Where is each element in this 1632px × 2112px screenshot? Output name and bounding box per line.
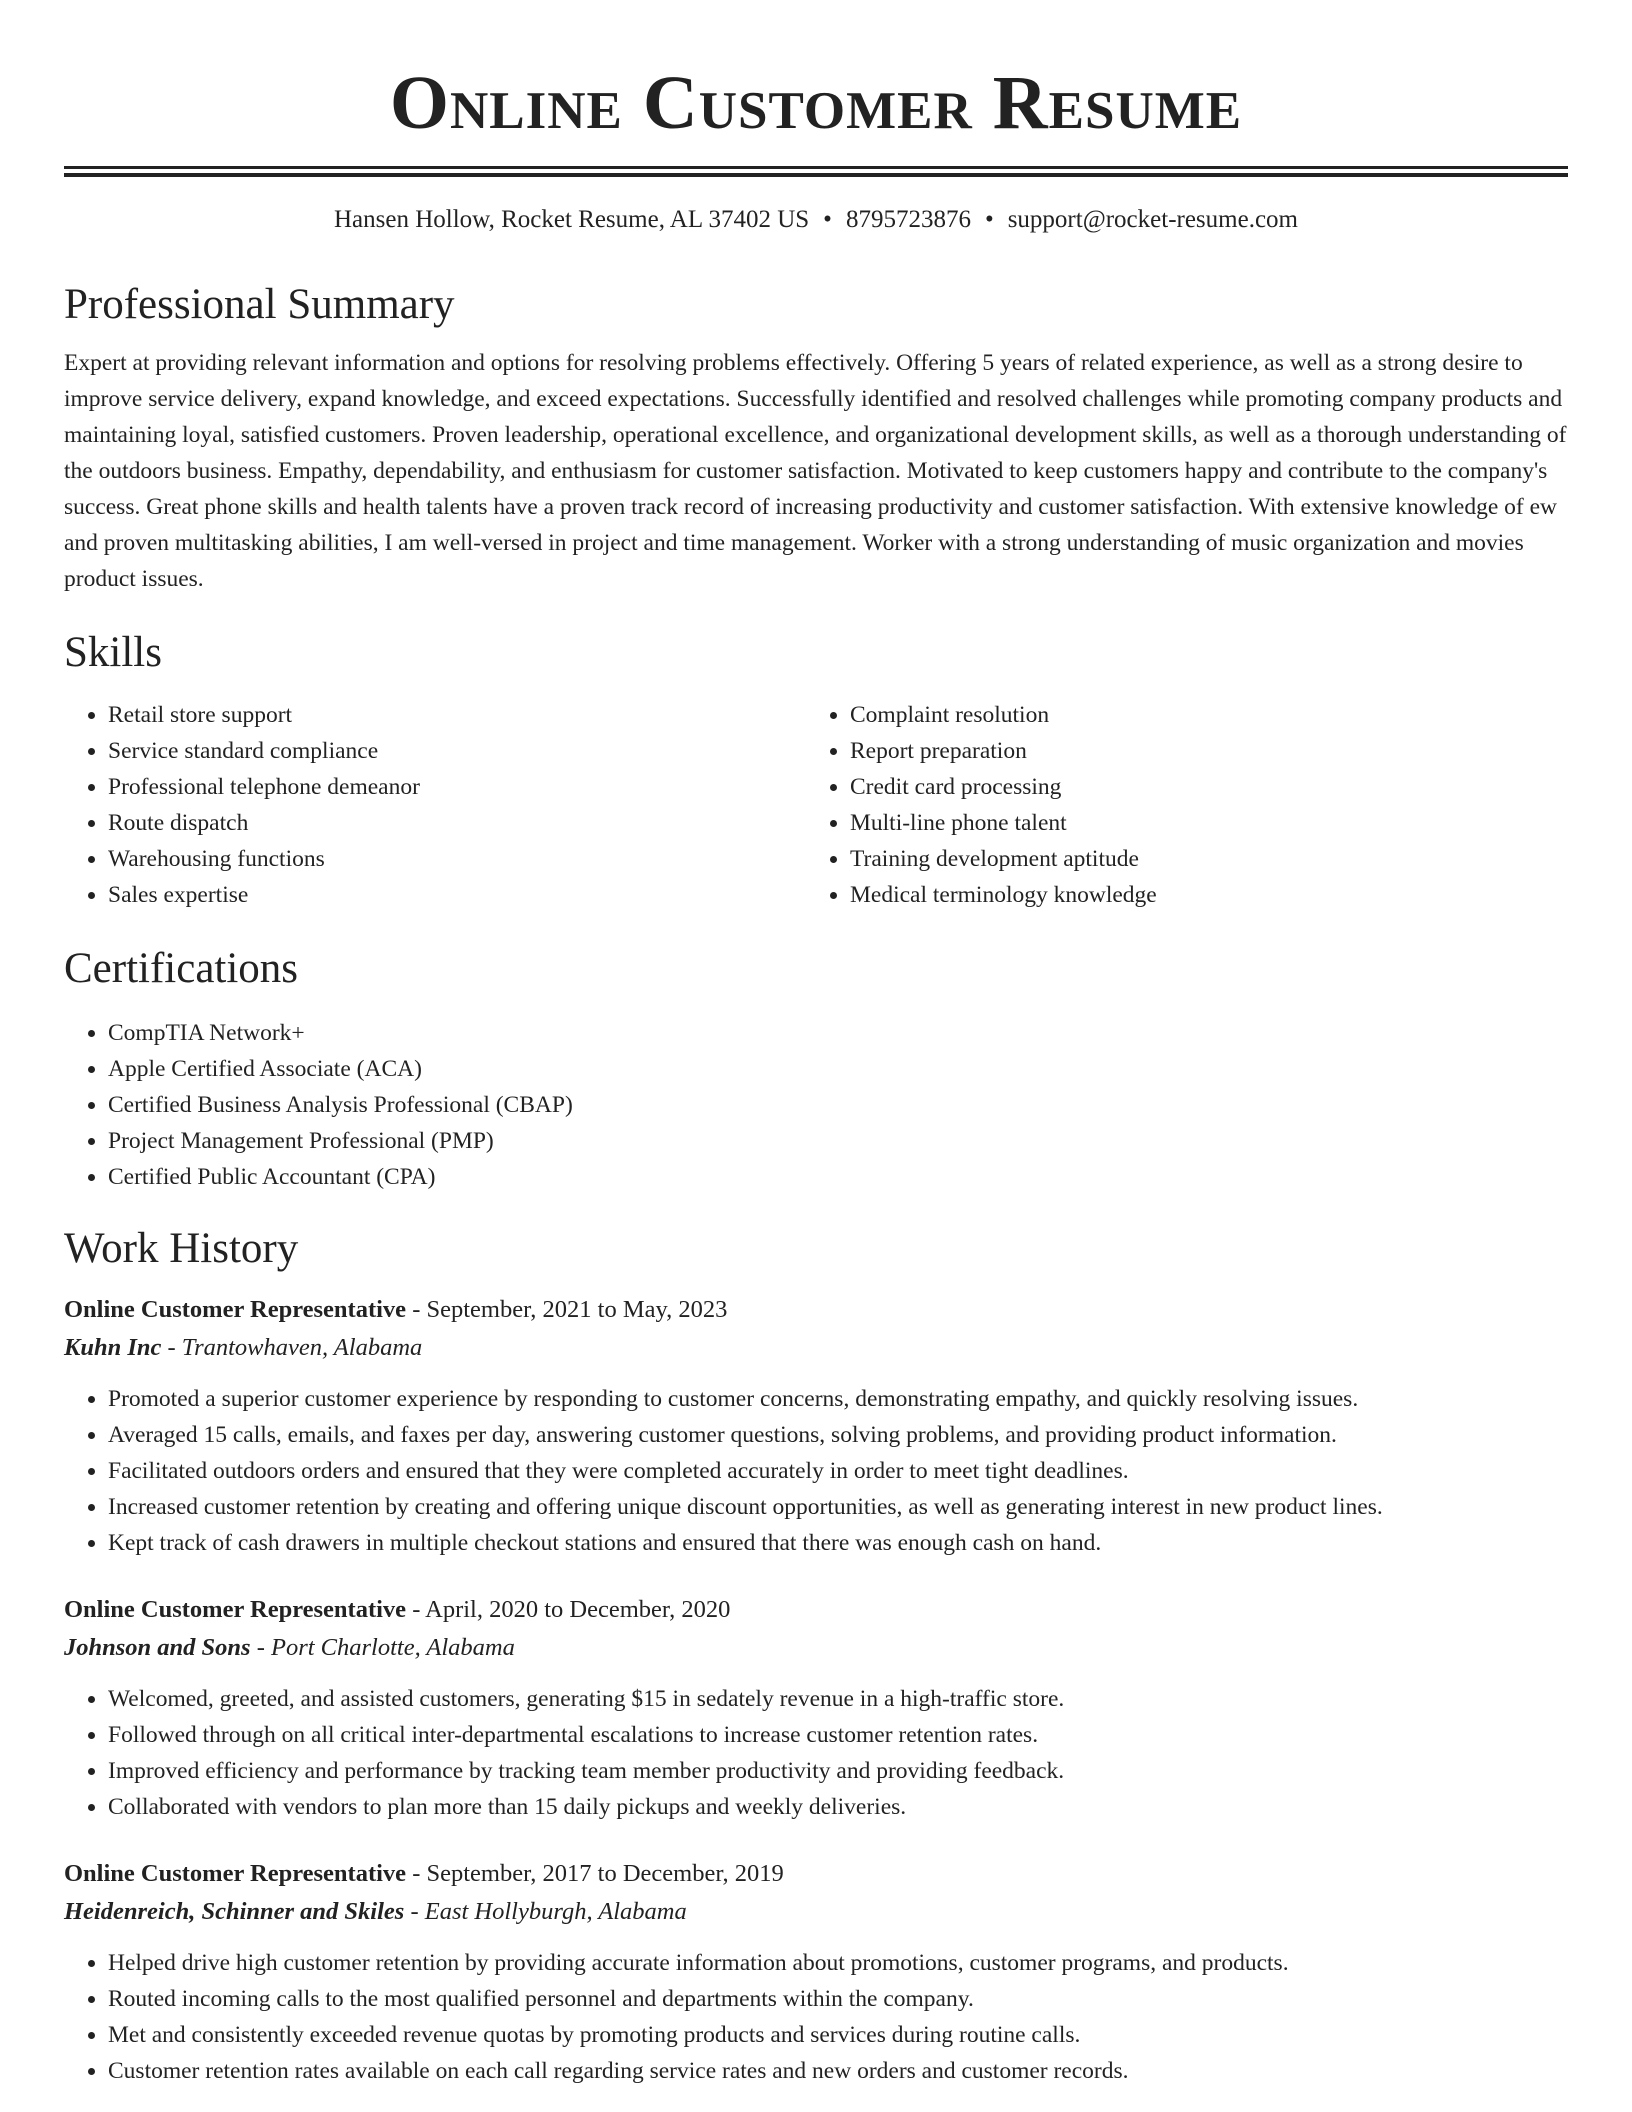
job-title-line bbox=[64, 1855, 1568, 1893]
certification-item: • Certified Business Analysis Professional (CBAP) bbox=[108, 1087, 1568, 1123]
certifications-heading: Certifications bbox=[64, 945, 299, 992]
skill-item: • Warehousing functions bbox=[108, 841, 806, 877]
job-bullet: • Collaborated with vendors to plan more than 15 daily pickups and weekly deliveries. bbox=[108, 1789, 1568, 1825]
job-bullets bbox=[64, 1381, 1568, 1561]
contact-separator: • bbox=[984, 206, 994, 233]
skill-item: • Service standard compliance bbox=[108, 733, 806, 769]
skill-item: • Credit card processing bbox=[850, 769, 1548, 805]
contact-line bbox=[64, 203, 1568, 237]
job-dates: - April, 2020 to December, 2020 bbox=[406, 1596, 731, 1623]
job-company: Heidenreich, Schinner and Skiles bbox=[64, 1898, 405, 1925]
contact-email: support@rocket-resume.com bbox=[1007, 206, 1298, 233]
contact-separator: • bbox=[823, 206, 832, 233]
skills-column-left bbox=[64, 697, 806, 913]
skill-item: • Professional telephone demeanor bbox=[108, 769, 806, 805]
job-bullet: • Customer retention rates available on each call regarding service rates and new orders and customer records. bbox=[108, 2053, 1568, 2089]
certification-item: • Apple Certified Associate (ACA) bbox=[108, 1051, 1568, 1087]
skills-columns bbox=[64, 697, 1568, 913]
certifications-section bbox=[64, 943, 1568, 1195]
contact-address: Hansen Hollow, Rocket Resume, AL 37402 US bbox=[333, 206, 810, 233]
work-history-heading: Work History bbox=[64, 1225, 299, 1272]
job-company: Johnson and Sons bbox=[64, 1634, 251, 1661]
work-history-section bbox=[64, 1223, 1568, 2089]
job-bullet: • Improved efficiency and performance by tracking team member productivity and providing feedback. bbox=[108, 1753, 1568, 1789]
job-title: Online Customer Representative bbox=[64, 1860, 407, 1887]
summary-section bbox=[64, 279, 1568, 597]
skills-heading: Skills bbox=[64, 629, 162, 676]
certification-item: • CompTIA Network+ bbox=[108, 1015, 1568, 1051]
certifications-list bbox=[64, 1015, 1568, 1195]
job-location: - Trantowhaven, Alabama bbox=[161, 1334, 423, 1361]
job-company-line bbox=[64, 1629, 1568, 1667]
skill-item: • Multi-line phone talent bbox=[850, 805, 1548, 841]
job-title-line bbox=[64, 1291, 1568, 1329]
skill-item: • Training development aptitude bbox=[850, 841, 1548, 877]
job-bullet: • Routed incoming calls to the most qualified personnel and departments within the company. bbox=[108, 1981, 1568, 2017]
job-bullet: • Helped drive high customer retention by providing accurate information about promotions, customer programs, and products. bbox=[108, 1945, 1568, 1981]
job-bullet: • Followed through on all critical inter-departmental escalations to increase customer retention rates. bbox=[108, 1717, 1568, 1753]
contact-phone: 8795723876 bbox=[845, 206, 971, 233]
job-bullet: • Welcomed, greeted, and assisted customers, generating $15 in sedately revenue in a high-traffic store. bbox=[108, 1681, 1568, 1717]
job-title: Online Customer Representative bbox=[64, 1596, 407, 1623]
job-location: - East Hollyburgh, Alabama bbox=[404, 1898, 687, 1925]
job-company-line bbox=[64, 1893, 1568, 1931]
job-company-line bbox=[64, 1329, 1568, 1367]
skill-item: • Retail store support bbox=[108, 697, 806, 733]
job-title: Online Customer Representative bbox=[64, 1296, 407, 1323]
certification-item: • Certified Public Accountant (CPA) bbox=[108, 1159, 1568, 1195]
job-title-line bbox=[64, 1591, 1568, 1629]
job-bullet: • Facilitated outdoors orders and ensured that they were completed accurately in order to meet tight deadlines. bbox=[108, 1453, 1568, 1489]
job-location: - Port Charlotte, Alabama bbox=[250, 1634, 515, 1661]
skill-item: • Sales expertise bbox=[108, 877, 806, 913]
resume-title: Online Customer Resume bbox=[389, 61, 1243, 145]
job-entry bbox=[64, 1591, 1568, 1825]
title-double-rule bbox=[64, 166, 1568, 177]
skill-item: • Route dispatch bbox=[108, 805, 806, 841]
job-bullet: • Kept track of cash drawers in multiple checkout stations and ensured that there was enough cash on hand. bbox=[108, 1525, 1568, 1561]
job-bullets bbox=[64, 1945, 1568, 2089]
skill-item: • Report preparation bbox=[850, 733, 1548, 769]
skills-list-right bbox=[806, 697, 1548, 913]
job-bullet: • Promoted a superior customer experience by responding to customer concerns, demonstrating empathy, and quickly resolving issues. bbox=[108, 1381, 1568, 1417]
skills-column-right bbox=[806, 697, 1548, 913]
skills-list-left bbox=[64, 697, 806, 913]
skills-section bbox=[64, 627, 1568, 913]
job-company: Kuhn Inc bbox=[64, 1334, 162, 1361]
job-dates: - September, 2017 to December, 2019 bbox=[406, 1860, 784, 1887]
skill-item: • Complaint resolution bbox=[850, 697, 1548, 733]
job-bullet: • Averaged 15 calls, emails, and faxes per day, answering customer questions, solving problems, and providing product information. bbox=[108, 1417, 1568, 1453]
summary-heading: Professional Summary bbox=[64, 281, 455, 328]
job-bullet: • Increased customer retention by creating and offering unique discount opportunities, as well as generating interest in new product lines. bbox=[108, 1489, 1568, 1525]
job-dates: - September, 2021 to May, 2023 bbox=[406, 1296, 728, 1323]
job-entry bbox=[64, 1855, 1568, 2089]
skill-item: • Medical terminology knowledge bbox=[850, 877, 1548, 913]
certification-item: • Project Management Professional (PMP) bbox=[108, 1123, 1568, 1159]
summary-text: Expert at providing relevant information and options for resolving problems effectively. Offering 5 years of related experience, as well as a strong desire to improve service delivery, expand knowledge, and exceed expectations. Successfully identified and resolved challenges while promoting company products and maintaining loyal, satisfied customers. Proven leadership, operational excellence, and organizational development skills, as well as a thorough understanding of the outdoors business. Empathy, dependability, and enthusiasm for customer satisfaction. Motivated to keep customers happy and contribute to the company's success. Great phone skills and health talents have a proven track record of increasing productivity and customer satisfaction. With extensive knowledge of ew and proven multitasking abilities, I am well-versed in project and time management. Worker with a strong understanding of music organization and movies product issues. bbox=[64, 350, 1567, 592]
job-bullets bbox=[64, 1681, 1568, 1825]
job-entry bbox=[64, 1291, 1568, 1561]
job-bullet: • Met and consistently exceeded revenue quotas by promoting products and services during routine calls. bbox=[108, 2017, 1568, 2053]
